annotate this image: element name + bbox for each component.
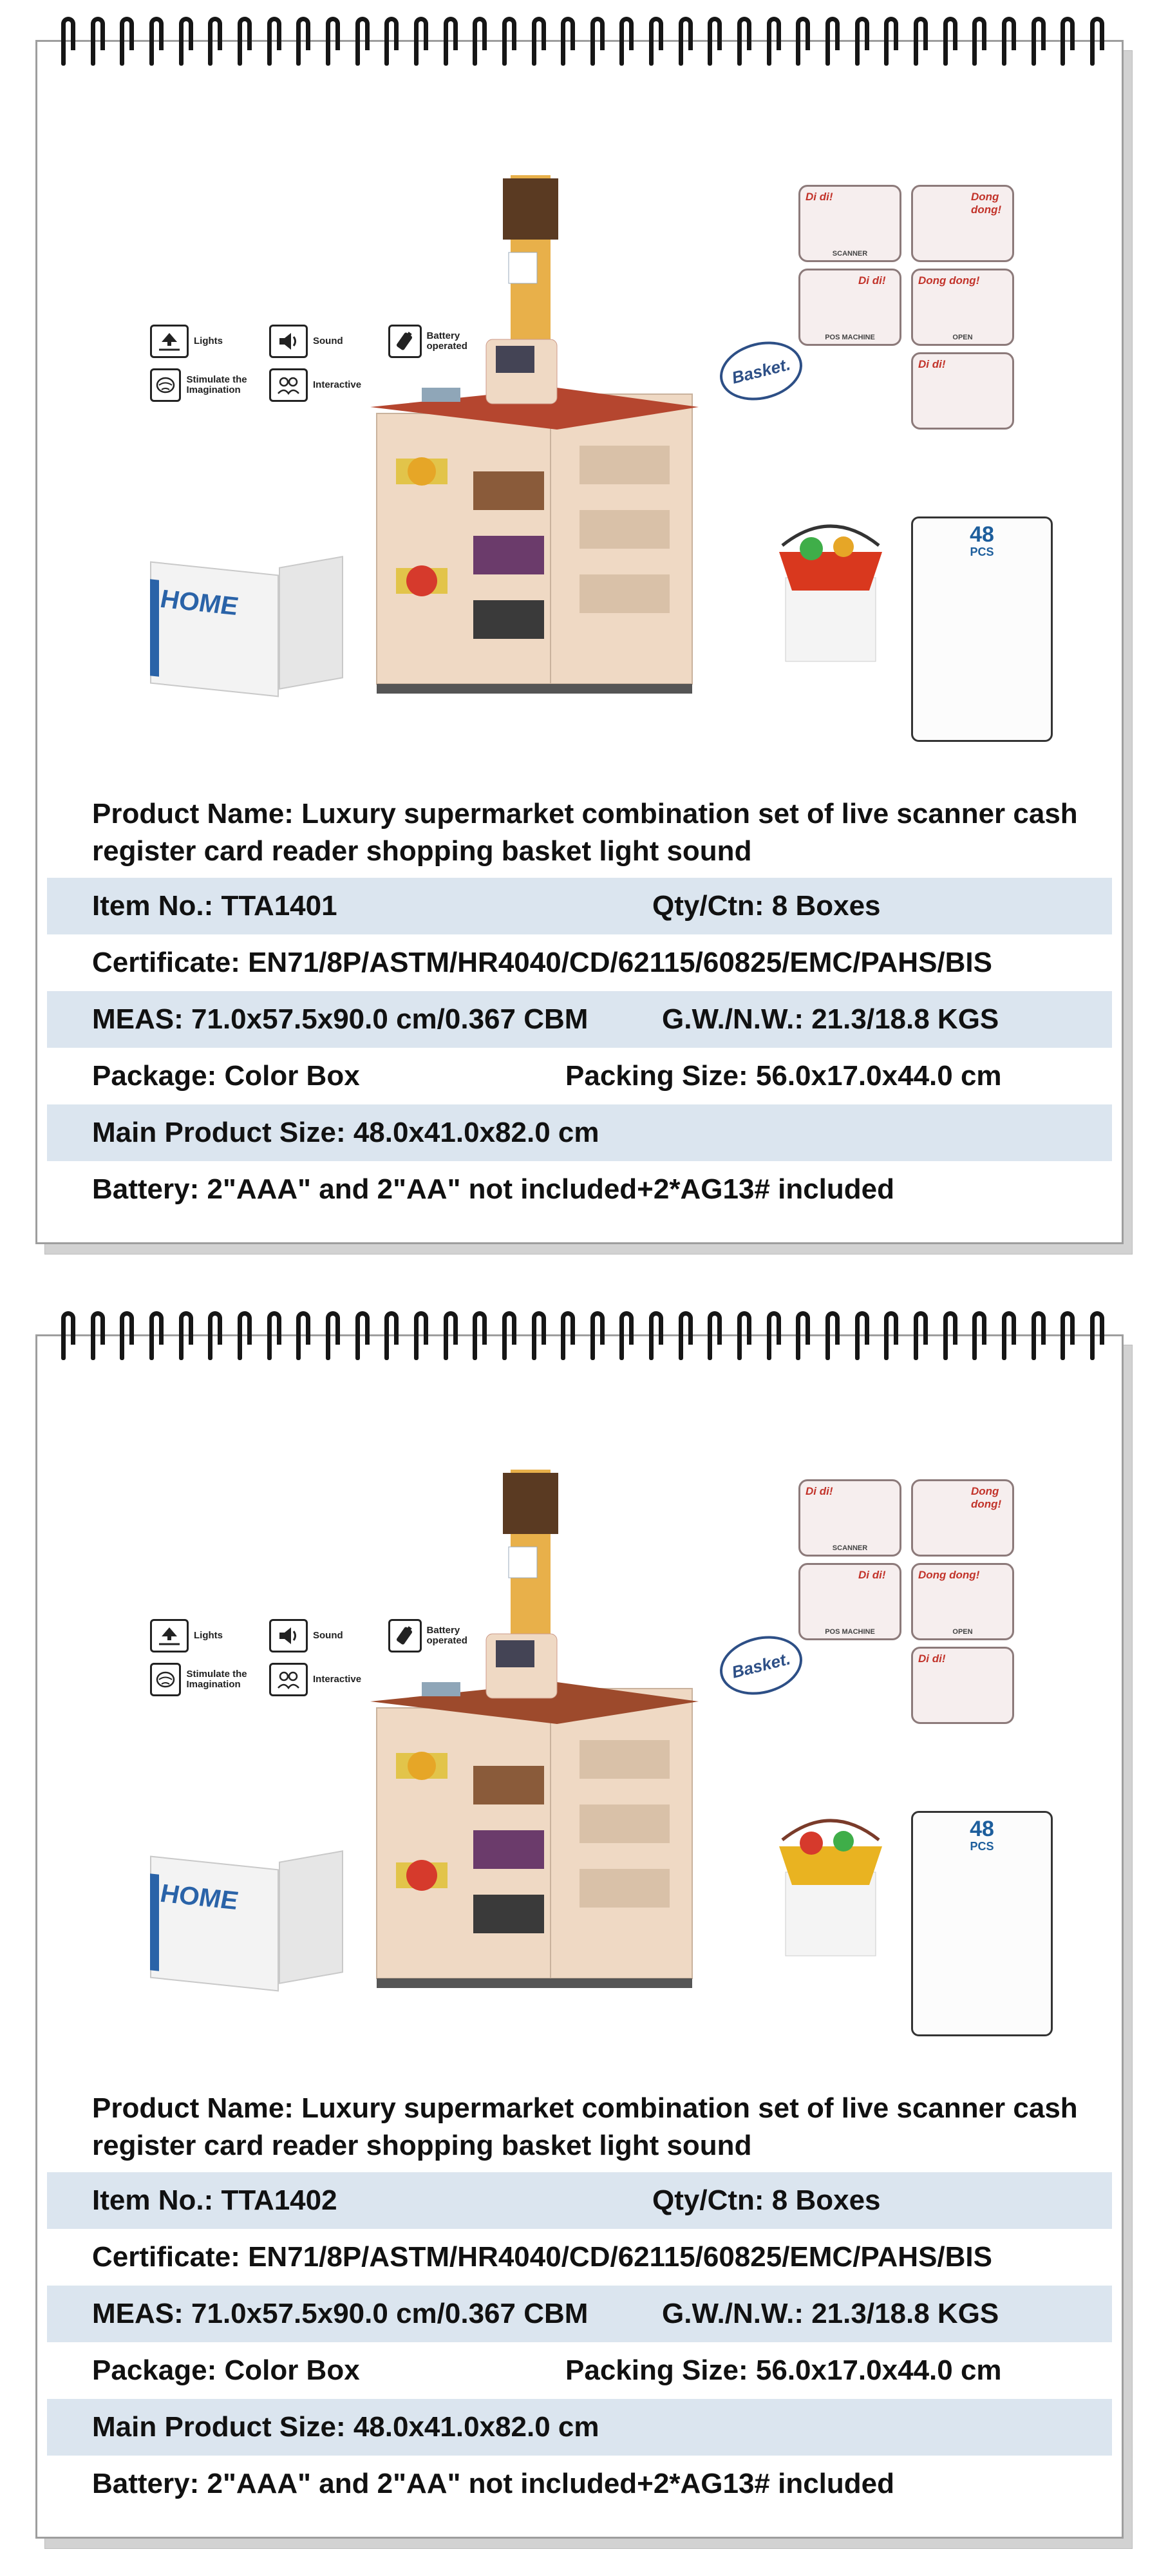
certificate: Certificate: EN71/8P/ASTM/HR4040/CD/62115/60825/EMC/PAHS/BIS <box>92 2241 992 2273</box>
binding-ring <box>296 1311 310 1361</box>
binding-ring <box>1060 1311 1075 1361</box>
binding-ring <box>796 1311 810 1361</box>
binding-ring <box>679 1311 693 1361</box>
cans-shelf-3 <box>580 1869 670 1908</box>
main-product-size: Main Product Size: 48.0x41.0x82.0 cm <box>92 1117 599 1148</box>
binding-ring <box>1002 17 1016 67</box>
fruit-tomato <box>406 1860 437 1891</box>
binding-ring <box>179 1311 193 1361</box>
binding-ring <box>326 1311 340 1361</box>
supermarket-toy-image <box>357 1470 757 2023</box>
card-reader <box>422 388 460 402</box>
package-box-side <box>279 556 343 690</box>
callout-text: Dong dong! <box>918 1569 980 1581</box>
callout-keypad <box>911 1647 1014 1724</box>
binding-ring <box>767 1311 781 1361</box>
feature-battery-label: Battery operated <box>426 330 467 352</box>
callout-text: Di di! <box>918 358 946 370</box>
basket-callout: Basket. <box>713 1628 808 1703</box>
basket-vegetable <box>800 537 823 560</box>
brain-icon <box>150 368 181 402</box>
basket-fruit <box>833 1831 854 1852</box>
binding-ring <box>1090 17 1104 67</box>
lamp-icon <box>150 1619 189 1653</box>
binding-ring <box>532 1311 546 1361</box>
speaker-icon <box>269 1619 308 1653</box>
package-box-front <box>150 561 279 697</box>
binding-ring <box>267 17 281 67</box>
feature-interactive <box>269 1663 361 1696</box>
base <box>377 1978 692 1988</box>
package-box-logo: HOME <box>160 1879 238 1916</box>
feature-interactive <box>269 368 361 402</box>
item-no: Item No.: TTA1401 <box>92 890 337 922</box>
callout-open <box>911 269 1014 346</box>
row-battery <box>47 2456 1112 2512</box>
feature-lights-label: Lights <box>194 1630 223 1642</box>
snacks-shelf-1 <box>473 471 544 510</box>
binding-ring <box>590 17 605 67</box>
binding-ring <box>208 17 222 67</box>
package-box-stripe <box>150 1873 159 1971</box>
binding-ring <box>502 17 516 67</box>
card-reader <box>422 1682 460 1696</box>
people-icon <box>269 1663 308 1696</box>
binding-ring <box>414 1311 428 1361</box>
binding-ring <box>884 17 898 67</box>
binding-ring <box>326 17 340 67</box>
callout-scanner <box>798 1479 901 1557</box>
binding-ring <box>708 17 722 67</box>
package-box-side <box>279 1850 343 1984</box>
row-package <box>47 1048 1112 1104</box>
accessories-panel <box>911 516 1053 742</box>
register-screen <box>496 346 534 373</box>
binding-ring <box>914 1311 928 1361</box>
spec-table <box>47 795 1112 1218</box>
accessories-panel <box>911 1811 1053 2036</box>
feature-sound-label: Sound <box>313 336 343 347</box>
feature-interactive-label: Interactive <box>313 379 362 391</box>
binding-ring <box>1060 17 1075 67</box>
binding-ring <box>414 17 428 67</box>
feature-stimulate <box>150 1663 279 1696</box>
binding-ring <box>296 17 310 67</box>
milk-bottle <box>509 1547 537 1578</box>
binding-ring <box>61 17 75 67</box>
callout-caption: POS MACHINE <box>825 1628 875 1636</box>
package-box-image <box>150 1843 356 2004</box>
basket-body <box>779 552 882 591</box>
row-item-qty <box>47 878 1112 934</box>
meas: MEAS: 71.0x57.5x90.0 cm/0.367 CBM <box>92 2298 589 2329</box>
binding-ring <box>384 17 399 67</box>
binding-ring <box>619 1311 634 1361</box>
binding-ring <box>208 1311 222 1361</box>
binding-ring <box>267 1311 281 1361</box>
main-product-size: Main Product Size: 48.0x41.0x82.0 cm <box>92 2411 599 2443</box>
binding-ring <box>972 17 986 67</box>
callout-keypad <box>911 352 1014 430</box>
binding-ring <box>914 17 928 67</box>
basket-handle <box>782 1821 879 1840</box>
supermarket-toy-image <box>357 175 757 729</box>
fruit-tomato <box>406 565 437 596</box>
binding-ring <box>943 1311 957 1361</box>
qty-ctn: Qty/Ctn: 8 Boxes <box>652 890 881 922</box>
binding-ring <box>1032 1311 1046 1361</box>
base <box>377 684 692 694</box>
callout-text: Dong dong! <box>971 191 1002 216</box>
row-package <box>47 2342 1112 2399</box>
cans-shelf-1 <box>580 446 670 484</box>
basket-fruit <box>833 536 854 557</box>
binding-ring <box>884 1311 898 1361</box>
callout-text: Di di! <box>806 191 833 203</box>
binding-ring <box>355 17 370 67</box>
fruit-orange <box>408 457 436 486</box>
feature-callouts <box>798 1479 1056 1750</box>
row-certificate <box>47 2229 1112 2286</box>
lamp-icon <box>150 325 189 358</box>
spiral-binding <box>61 1311 1104 1376</box>
binding-ring <box>61 1311 75 1361</box>
brain-icon <box>150 1663 181 1696</box>
basket-handle <box>782 526 879 545</box>
callout-caption: SCANNER <box>832 250 868 258</box>
basket-on-pedestal <box>766 520 901 668</box>
people-icon <box>269 368 308 402</box>
binding-ring <box>737 17 751 67</box>
callout-card <box>911 185 1014 262</box>
product-sheet-1 <box>35 40 1124 1244</box>
binding-ring <box>1032 17 1046 67</box>
basket-body <box>779 1846 882 1885</box>
binding-ring <box>855 17 869 67</box>
binding-ring <box>238 17 252 67</box>
market-sign <box>503 1473 558 1534</box>
binding-ring <box>532 17 546 67</box>
row-main-size <box>47 1104 1112 1161</box>
product-name: Product Name: Luxury supermarket combination set of live scanner cash register card reader shopping basket light sound <box>92 798 1078 867</box>
row-meas <box>47 991 1112 1048</box>
callout-text: Dong dong! <box>918 274 980 287</box>
callout-open <box>911 1563 1014 1640</box>
feature-sound-label: Sound <box>313 1630 343 1642</box>
binding-ring <box>149 17 164 67</box>
feature-sound <box>269 325 343 358</box>
binding-ring <box>825 1311 840 1361</box>
callout-caption: SCANNER <box>832 1544 868 1552</box>
binding-ring <box>355 1311 370 1361</box>
callout-pos <box>798 1563 901 1640</box>
row-meas <box>47 2286 1112 2342</box>
gw-nw: G.W./N.W.: 21.3/18.8 KGS <box>662 1003 999 1035</box>
binding-ring <box>767 17 781 67</box>
feature-lights <box>150 325 223 358</box>
callout-scanner <box>798 185 901 262</box>
cans-shelf-2 <box>580 1804 670 1843</box>
binding-ring <box>679 17 693 67</box>
callout-caption: OPEN <box>952 334 973 341</box>
feature-stimulate-label: Stimulate the Imagination <box>186 1669 247 1690</box>
binding-ring <box>561 17 575 67</box>
binding-ring <box>619 17 634 67</box>
binding-ring <box>649 17 663 67</box>
binding-ring <box>384 1311 399 1361</box>
cans-shelf-3 <box>580 574 670 613</box>
binding-ring <box>1090 1311 1104 1361</box>
binding-ring <box>444 1311 458 1361</box>
item-no: Item No.: TTA1402 <box>92 2184 337 2216</box>
pcs-unit: PCS <box>970 1840 994 1853</box>
packing-size: Packing Size: 56.0x17.0x44.0 cm <box>565 1060 1002 1092</box>
binding-ring <box>444 17 458 67</box>
row-main-size <box>47 2399 1112 2456</box>
package: Package: Color Box <box>92 2354 360 2386</box>
binding-ring <box>561 1311 575 1361</box>
feature-battery-label: Battery operated <box>426 1625 467 1646</box>
binding-ring <box>91 1311 105 1361</box>
binding-ring <box>1002 1311 1016 1361</box>
product-sheet-2 <box>35 1334 1124 2539</box>
binding-ring <box>737 1311 751 1361</box>
snacks-shelf-2 <box>473 536 544 574</box>
binding-ring <box>149 1311 164 1361</box>
basket-callout: Basket. <box>713 334 808 409</box>
feature-sound <box>269 1619 343 1653</box>
register-screen <box>496 1640 534 1667</box>
gw-nw: G.W./N.W.: 21.3/18.8 KGS <box>662 2298 999 2329</box>
speaker-icon <box>269 325 308 358</box>
binding-ring <box>708 1311 722 1361</box>
binding-ring <box>120 17 134 67</box>
binding-ring <box>179 17 193 67</box>
package: Package: Color Box <box>92 1060 360 1092</box>
callout-card <box>911 1479 1014 1557</box>
pcs-unit: PCS <box>970 545 994 558</box>
snacks-shelf-2 <box>473 1830 544 1869</box>
spec-table <box>47 2090 1112 2512</box>
pcs-count: 48 <box>970 1817 994 1841</box>
feature-callouts <box>798 185 1056 455</box>
basket-vegetable <box>800 1832 823 1855</box>
pcs-count: 48 <box>970 522 994 547</box>
qty-ctn: Qty/Ctn: 8 Boxes <box>652 2184 881 2216</box>
row-battery <box>47 1161 1112 1218</box>
row-item-qty <box>47 2172 1112 2229</box>
packing-size: Packing Size: 56.0x17.0x44.0 cm <box>565 2354 1002 2386</box>
callout-text: Di di! <box>918 1653 946 1665</box>
package-box-front <box>150 1855 279 1991</box>
cans-shelf-2 <box>580 510 670 549</box>
market-sign <box>503 178 558 240</box>
binding-ring <box>972 1311 986 1361</box>
snacks-shelf-1 <box>473 1766 544 1804</box>
binding-ring <box>590 1311 605 1361</box>
basket-on-pedestal <box>766 1814 901 1962</box>
binding-ring <box>473 1311 487 1361</box>
feature-lights <box>150 1619 223 1653</box>
snacks-shelf-3 <box>473 600 544 639</box>
binding-ring <box>120 1311 134 1361</box>
binding-ring <box>796 17 810 67</box>
callout-text: Di di! <box>806 1485 833 1497</box>
callout-text: Dong dong! <box>971 1485 1002 1510</box>
snacks-shelf-3 <box>473 1895 544 1933</box>
binding-ring <box>649 1311 663 1361</box>
binding-ring <box>473 17 487 67</box>
product-name: Product Name: Luxury supermarket combination set of live scanner cash register card reader shopping basket light sound <box>92 2092 1078 2161</box>
meas: MEAS: 71.0x57.5x90.0 cm/0.367 CBM <box>92 1003 589 1035</box>
callout-text: Di di! <box>858 1569 886 1581</box>
binding-ring <box>502 1311 516 1361</box>
certificate: Certificate: EN71/8P/ASTM/HR4040/CD/62115/60825/EMC/PAHS/BIS <box>92 947 992 978</box>
cans-shelf-1 <box>580 1740 670 1779</box>
callout-caption: POS MACHINE <box>825 334 875 341</box>
feature-stimulate <box>150 368 279 402</box>
binding-ring <box>238 1311 252 1361</box>
feature-stimulate-label: Stimulate the Imagination <box>186 374 247 395</box>
spiral-binding <box>61 17 1104 81</box>
package-box-stripe <box>150 579 159 676</box>
binding-ring <box>943 17 957 67</box>
binding-ring <box>825 17 840 67</box>
feature-lights-label: Lights <box>194 336 223 347</box>
row-certificate <box>47 934 1112 991</box>
binding-ring <box>91 17 105 67</box>
battery: Battery: 2"AAA" and 2"AA" not included+2*AG13# included <box>92 2468 895 2499</box>
package-box-logo: HOME <box>160 584 238 621</box>
battery: Battery: 2"AAA" and 2"AA" not included+2*AG13# included <box>92 1173 895 1205</box>
callout-text: Di di! <box>858 274 886 287</box>
package-box-image <box>150 549 356 710</box>
feature-interactive-label: Interactive <box>313 1674 362 1685</box>
callout-caption: OPEN <box>952 1628 973 1636</box>
binding-ring <box>855 1311 869 1361</box>
fruit-orange <box>408 1752 436 1780</box>
milk-bottle <box>509 252 537 283</box>
callout-pos <box>798 269 901 346</box>
